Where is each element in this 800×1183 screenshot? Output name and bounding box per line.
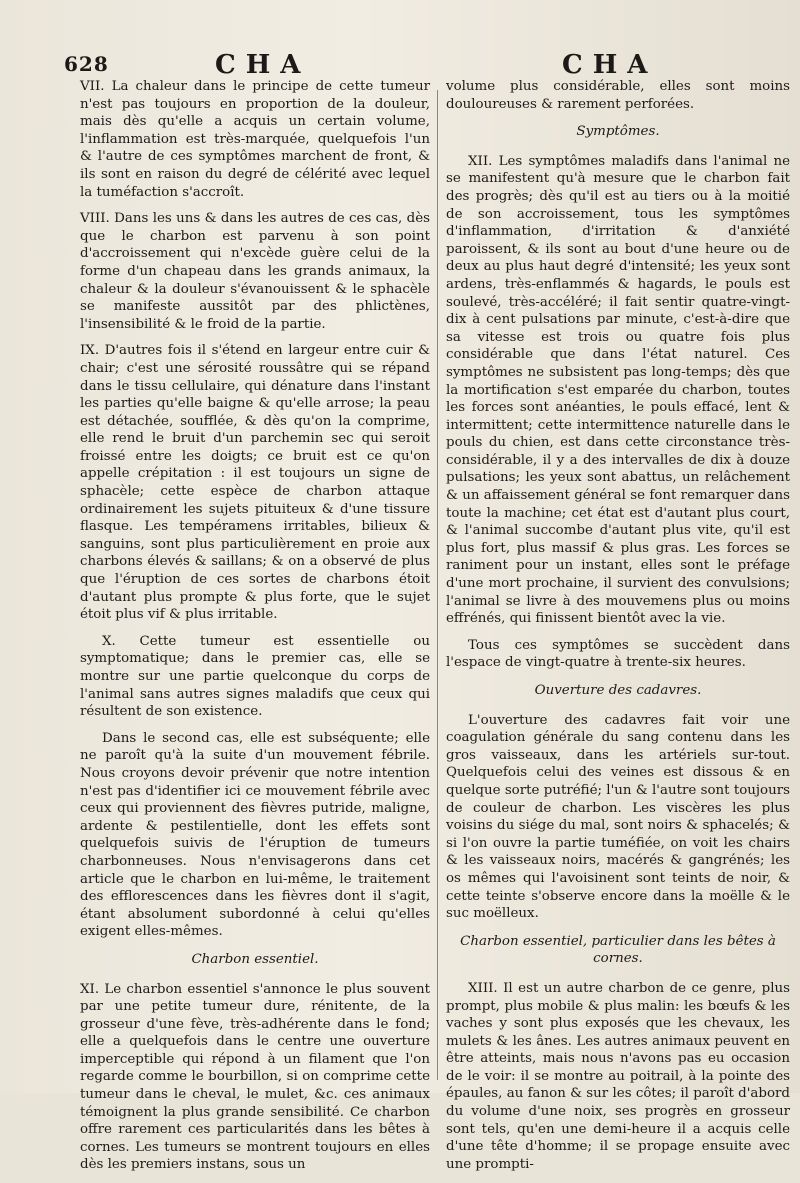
paragraph-ouverture: L'ouverture des cadavres fait voir une coagulation générale du sang contenu dans les gros vaisseaux, dans les artériels sur-tout. Quelquefois celui des veines est dissous & en quelque sorte putréfié; l'un & l'autre sont toujours de couleur de charbon. Les viscères les plus voisins du siége du mal, sont noirs & sphacelés; & si l'on ouvre la partie tuméfiée, on voit les chairs & les vaisseaux noirs, macérés & gangrénés; les os mêmes qui l'avoisinent sont teints de noir, & cette teinte s'observe encore dans la moëlle & le suc moëlleux.	[446, 712, 790, 922]
paragraph-viii: VIII. Dans les uns & dans les autres de ces cas, dès que le charbon est parvenu à son point d'accroissement qui n'excède guère celui de la forme d'un chapeau dans les grands animaux, la chaleur & la douleur s'évanouissent & le sphacèle se manifeste aussitôt par des phlictènes, l'insensibilité & le froid de la partie.	[80, 211, 430, 332]
running-head-right: CHA	[562, 50, 658, 80]
paragraph-x: X. Cette tumeur est essentielle ou symptomatique; dans le premier cas, elle se montre sur une partie quelconque du corps de l'animal sans autres signes maladifs que ceux qui résultent de son existence.	[80, 633, 430, 720]
paragraph-xi: XI. Le charbon essentiel s'annonce le plus souvent par une petite tumeur dure, rénitente, de la grosseur d'une fève, très-adhérente dans le fond; elle a quelquefois dans le centre une ouverture imperceptible qui répond à un filament que l'on regarde comme le bourbillon, si on comprime cette tumeur dans le cheval, le mulet, &c. ces animaux témoignent la plus grande sensibilité. Ce charbon offre rarement ces particularités dans les bêtes à cornes. Les tumeurs se montrent toujours en elles dès les premiers instans, sous un	[80, 981, 430, 1173]
paragraph-vii: VII. La chaleur dans le principe de cette tumeur n'est pas toujours en proportion de la douleur, mais dès qu'elle a acquis un certain volume, l'inflammation est très-marquée, quelquefois l'un & l'autre de ces symptômes marchent de front, & ils sont en raison du degré de célérité avec lequel la tuméfaction s'accroît.	[80, 79, 430, 200]
paragraph-xii: XII. Les symptômes maladifs dans l'animal ne se manifestent qu'à mesure que le charbon fait des progrès; dès qu'il est au tiers ou à la moitié de son accroissement, tous les symptômes d'inflammation, d'irritation & d'anxiété paroissent, & ils sont au bout d'une heure ou de deux au plus haut degré d'intensité; les yeux sont ardens, très-enflammés & hagards, le pouls est soulevé, très-accéléré; il fait sentir quatre-vingt-dix à cent pulsations par minute, c'est-à-dire que sa vitesse est trois ou quatre fois plus considérable que dans l'état naturel. Ces symptômes ne subsistent pas long-temps; dès que la mortification s'est emparée du charbon, toutes les forces sont anéanties, le pouls effacé, lent & intermittent; cette intermittence naturelle dans le pouls du chien, est dans cette circonstance très-considérable, il y a des intervalles de dix à douze pulsations; les yeux sont abattus, un relâchement & un affaissement général se font remarquer dans toute la machine; cet état est d'autant plus court, & l'animal succombe d'autant plus vite, qu'il est plus fort, plus massif & plus gras. Les forces se raniment pour un instant, elles sont le préfage d'une mort prochaine, il survient des convulsions; l'animal se livre à des mouvemens plus ou moins effrénés, qui finissent bientôt avec la vie.	[446, 153, 790, 627]
paragraph-x-continued: Dans le second cas, elle est subséquente; elle ne paroît qu'à la suite d'un mouvement fébrile. Nous croyons devoir prévenir que notre intention n'est pas d'identifier ici ce mouvement fébrile avec ceux qui proviennent des fièvres putride, maligne, ardente & pestilentielle, dont les effets sont quelquefois suivis de l'éruption de tumeurs charbonneuses. Nous n'envisagerons dans cet article que le charbon en lui-même, le traitement des efflorescences dans les fièvres dont il s'agit, étant absolument subordonné à celui qu'elles exigent elles-mêmes.	[80, 730, 430, 940]
subheading-symptomes: Symptômes.	[576, 124, 660, 140]
paragraph-continuation: volume plus considérable, elles sont moins douloureuses & rarement perforées.	[446, 79, 790, 112]
paragraph-ix: IX. D'autres fois il s'étend en largeur entre cuir & chair; c'est une sérosité roussâtre qui se répand dans le tissu cellulaire, qui dénature dans l'instant les parties qu'elle baigne & qu'elle arrose; la peau est détachée, soufflée, & dès qu'on la comprime, elle rend le bruit d'un parchemin sec qui seroit froissé entre les doigts; ce bruit est ce qu'on appelle crépitation : il est toujours un signe de sphacèle; cette espèce de charbon attaque ordinairement les sujets pituiteux & d'une tissure flasque. Les tempéramens irritables, bilieux & sanguins, sont plus particulièrement en proie aux charbons élevés & saillans; & on a observé de plus que l'éruption de ces sortes de charbons étoit d'autant plus prompte & plus forte, que le sujet étoit plus vif & plus irritable.	[80, 343, 430, 623]
left-column	[80, 78, 430, 1183]
subheading-charbon-essentiel: Charbon essentiel.	[191, 951, 319, 967]
subheading-betes-a-cornes: Charbon essentiel, particulier dans les bêtes à cornes.	[460, 933, 776, 967]
paragraph-xiii: XIII. Il est un autre charbon de ce genre, plus prompt, plus mobile & plus malin: les bœufs & les vaches y sont plus exposés que les chevaux, les mulets & les ânes. Les autres animaux peuvent en être atteints, mais nous n'avons pas eu occasion de le voir: il se montre au poitrail, à la pointe des épaules, au fanon & sur les côtes; il paroît d'abord du volume d'une noix, ses progrès en grosseur sont tels, qu'en une demi-heure il a acquis celle d'une tête d'homme; il se propage ensuite avec une prompti-	[446, 980, 790, 1172]
page-number: 628	[64, 52, 109, 76]
column-divider	[437, 90, 438, 1080]
paragraph-xii-continued: Tous ces symptômes se succèdent dans l'espace de vingt-quatre à trente-six heures.	[446, 637, 790, 671]
running-head-left: CHA	[215, 50, 311, 80]
page-header	[0, 50, 800, 80]
right-column	[446, 78, 790, 1182]
subheading-ouverture-cadavres: Ouverture des cadavres.	[534, 683, 702, 698]
